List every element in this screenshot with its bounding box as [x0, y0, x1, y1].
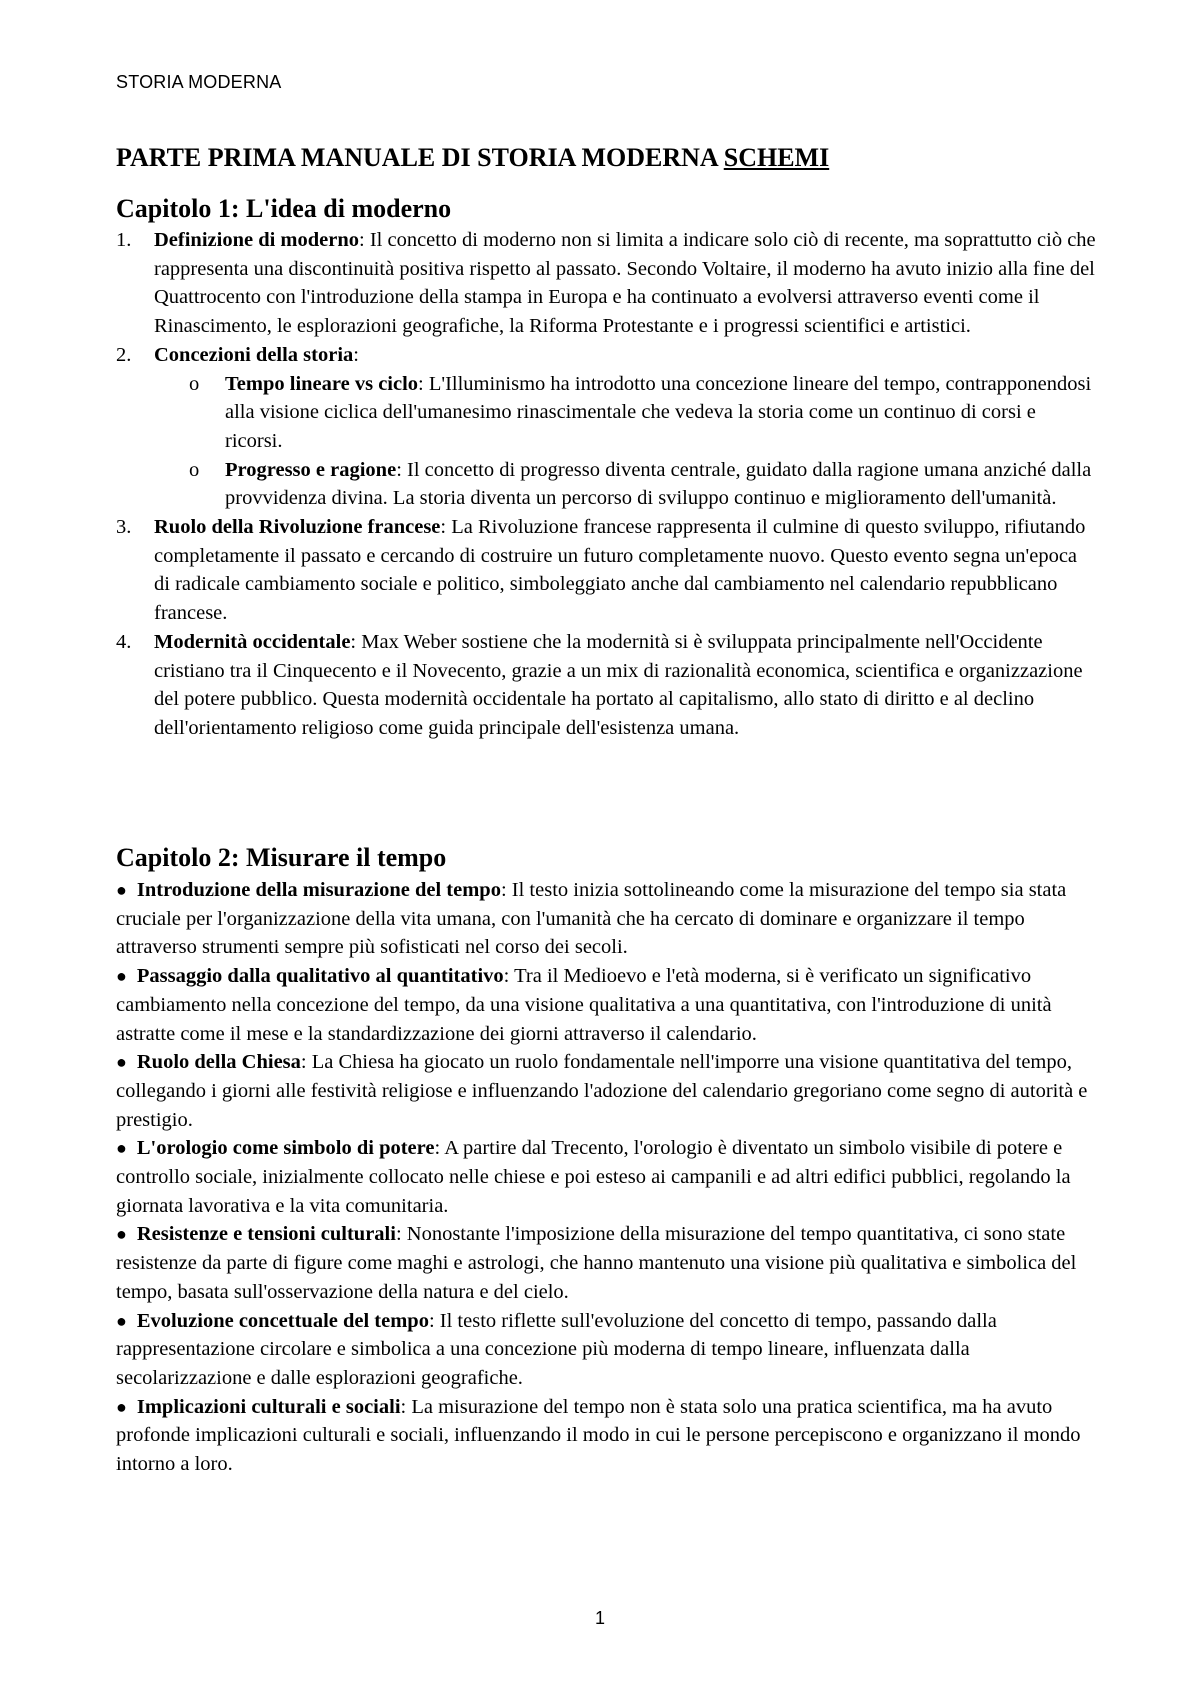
document-title — [116, 142, 1116, 173]
sub-list-item — [154, 456, 1096, 513]
bullet-icon: ● — [116, 1224, 127, 1245]
sub-list — [154, 370, 1096, 514]
bullet-term: L'orologio come simbolo di potere — [136, 1137, 435, 1160]
bullet-item — [116, 1134, 1096, 1220]
bullet-text: : Nonostante l'imposizione della misurazione del tempo quantitativa, ci sono state resistenze da parte di figure come maghi e astrologi, che hanno mantenuto una visione più qualitativa e simbolica del tempo, basata sull'osservazione della natura e del cielo. — [116, 1223, 1077, 1303]
item-term: Definizione di moderno — [154, 229, 359, 251]
bullet-term: Implicazioni culturali e sociali — [136, 1395, 401, 1418]
chapter-2-list — [116, 876, 1096, 1479]
bullet-item — [116, 876, 1096, 962]
bullet-item — [116, 1220, 1096, 1306]
bullet-text: : La misurazione del tempo non è stata solo una pratica scientifica, ma ha avuto profonde implicazioni culturali e sociali, influenzando il modo in cui le persone percepiscono e organizzano il mondo intorno a loro. — [116, 1395, 1081, 1476]
list-item — [116, 226, 1096, 341]
item-number: 2. — [116, 343, 132, 366]
item-text: : Il concetto di moderno non si limita a indicare solo ciò di recente, ma soprattutto ciò che rappresenta una discontinuità positiva rispetto al passato. Secondo Voltaire, il moderno ha avuto inizio alla fine del Quattrocento con l'introduzione della stampa in Europa e ha continuato a evolversi attraverso eventi come il Rinascimento, le esplorazioni geografiche, la Riforma Protestante e i progressi scientifici e artistici. — [154, 229, 1096, 338]
list-item — [116, 513, 1096, 628]
item-text: : — [353, 343, 359, 366]
chapter-1-list — [116, 226, 1096, 743]
item-text: : La Rivoluzione francese rappresenta il culmine di questo sviluppo, rifiutando completamente il passato e cercando di costruire un futuro completamente nuovo. Questo evento segna un'epoca di radicale cambiamento sociale e politico, simboleggiato anche dal cambiamento nel calendario repubblicano francese. — [154, 516, 1086, 625]
bullet-term: Ruolo della Chiesa — [136, 1051, 301, 1074]
document-title-text: PARTE PRIMA MANUALE DI STORIA MODERNA — [116, 143, 718, 172]
sub-item-text: : L'Illuminismo ha introdotto una concezione lineare del tempo, contrapponendosi alla visione ciclica dell'umanesimo rinascimentale che vedeva la storia come un continuo di corsi e ricorsi. — [225, 372, 1092, 452]
sub-item-term: Progresso e ragione — [225, 458, 397, 481]
sub-item-term: Tempo lineare vs ciclo — [225, 372, 419, 395]
item-term: Ruolo della Rivoluzione francese — [154, 516, 441, 539]
bullet-item — [116, 1048, 1096, 1134]
page-number: 1 — [594, 1608, 605, 1628]
sub-list-item — [154, 370, 1096, 456]
list-item — [116, 341, 1096, 513]
bullet-term: Introduzione della misurazione del tempo — [136, 879, 501, 901]
bullet-term: Resistenze e tensioni culturali — [136, 1223, 396, 1246]
bullet-icon: ● — [116, 1396, 127, 1417]
bullet-text: : Tra il Medioevo e l'età moderna, si è verificato un significativo cambiamento nella concezione del tempo, da una visione qualitativa a una quantitativa, con l'introduzione di unità astratte come il mese e la standardizzazione dei giorni attraverso il calendario. — [116, 965, 1052, 1045]
bullet-term: Passaggio dalla qualitativo al quantitativo — [136, 965, 504, 988]
bullet-text: : A partire dal Trecento, l'orologio è diventato un simbolo visibile di potere e controllo sociale, inizialmente collocato nelle chiese e poi esteso ai campanili e ad altri edifici pubblici, regolando la giornata lavorativa e la vita comunitaria. — [116, 1137, 1071, 1217]
list-item — [116, 628, 1096, 743]
document-title-underlined: SCHEMI — [723, 143, 830, 172]
chapter-1-title: Capitolo 1: L'idea di moderno — [116, 194, 452, 223]
bullet-icon: ● — [116, 1052, 127, 1073]
sub-item-marker: o — [189, 372, 200, 395]
item-term: Concezioni della storia — [154, 343, 354, 366]
sub-item-marker: o — [189, 458, 200, 481]
bullet-icon: ● — [116, 1138, 127, 1159]
bullet-icon: ● — [116, 880, 127, 900]
bullet-icon: ● — [116, 1310, 127, 1331]
bullet-term: Evoluzione concettuale del tempo — [136, 1309, 429, 1332]
bullet-item — [116, 962, 1096, 1048]
item-number: 1. — [116, 229, 132, 251]
bullet-text: : Il testo inizia sottolineando come la misurazione del tempo sia stata cruciale per l'organizzazione della vita umana, con l'umanità che ha cercato di dominare e organizzare il tempo attraverso strumenti sempre più sofisticati nel corso dei secoli. — [116, 879, 1067, 959]
item-text: : Max Weber sostiene che la modernità si è sviluppata principalmente nell'Occidente cristiano tra il Cinquecento e il Novecento, grazie a un mix di razionalità economica, scientifica e organizzazione del potere pubblico. Questa modernità occidentale ha portato al capitalismo, allo stato di diritto e al declino dell'orientamento religioso come guida principale dell'esistenza umana. — [154, 630, 1083, 739]
sub-item-text: : Il concetto di progresso diventa centrale, guidato dalla ragione umana anziché dalla provvidenza divina. La storia diventa un percorso di sviluppo continuo e miglioramento dell'umanità. — [225, 458, 1092, 510]
bullet-text: : La Chiesa ha giocato un ruolo fondamentale nell'imporre una visione quantitativa del tempo, collegando i giorni alle festività religiose e influenzando l'adozione del calendario gregoriano come segno di autorità e prestigio. — [116, 1051, 1088, 1131]
running-header: STORIA MODERNA — [116, 72, 282, 92]
bullet-item — [116, 1393, 1096, 1479]
item-number: 3. — [116, 516, 132, 539]
bullet-item — [116, 1307, 1096, 1393]
chapter-2-title: Capitolo 2: Misurare il tempo — [116, 843, 447, 872]
item-number: 4. — [116, 630, 132, 653]
bullet-text: : Il testo riflette sull'evoluzione del concetto di tempo, passando dalla rappresentazione circolare e simbolica a una concezione più moderna di tempo lineare, influenzata dalla secolarizzazione e dalle esplorazioni geografiche. — [116, 1309, 997, 1389]
item-term: Modernità occidentale — [154, 630, 351, 653]
bullet-icon: ● — [116, 966, 127, 987]
